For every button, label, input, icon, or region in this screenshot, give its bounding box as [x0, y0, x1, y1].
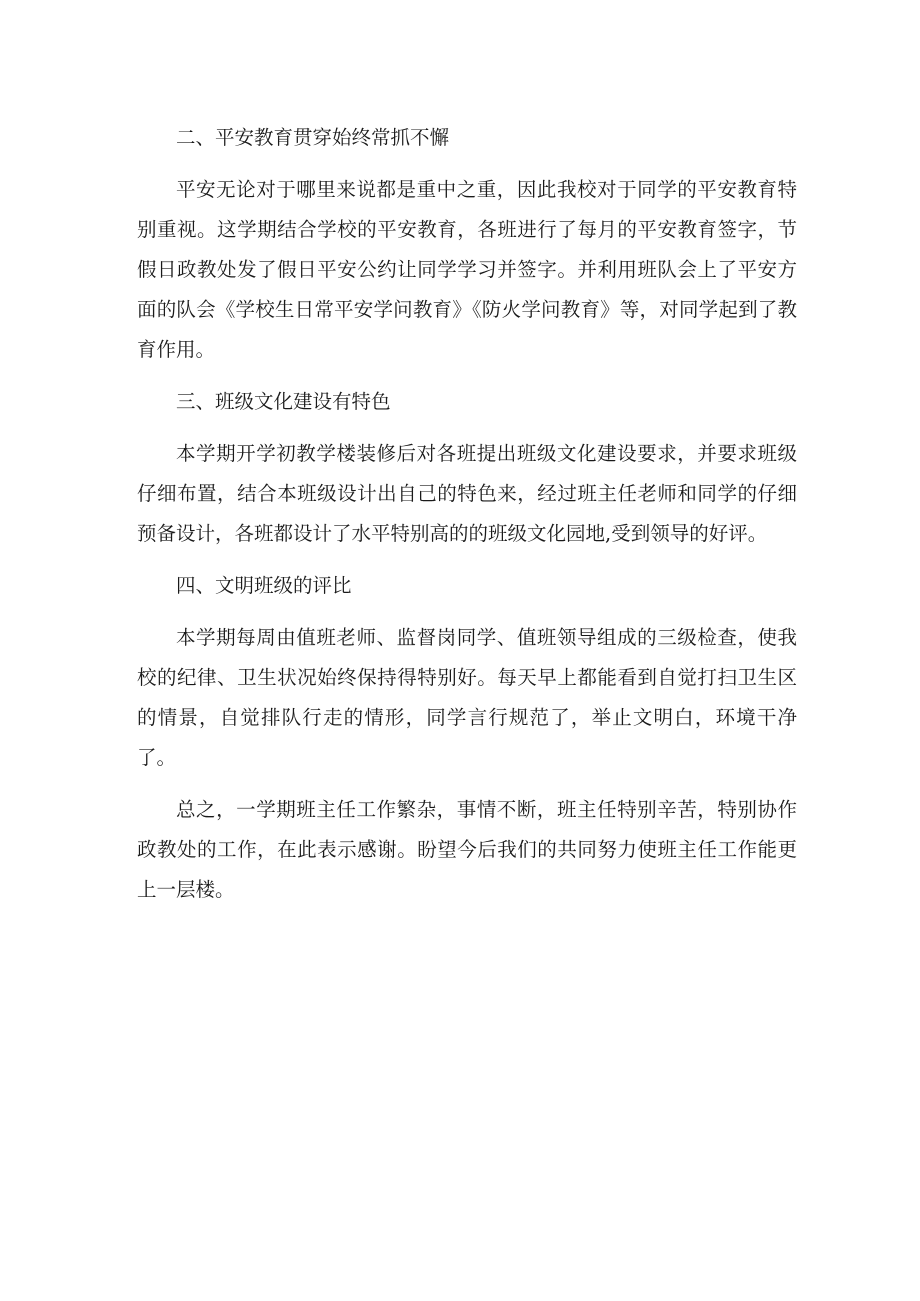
- section-heading-safety: 二、平安教育贯穿始终常抓不懈: [176, 126, 450, 149]
- paragraph-safety: 平安无论对于哪里来说都是重中之重，因此我校对于同学的平安教育特别重视。这学期结合学校的平安教育，各班进行了每月的平安教育签字，节假日政教处发了假日平安公约让同学学习并签字。并利用班队会上了平安方面的队会《学校生日常平安学问教育》《防火学问教育》等，对同学起到了教育作用。: [137, 178, 797, 361]
- document-body: [137, 118, 797, 922]
- section-heading-class-culture: 三、班级文化建设有特色: [176, 390, 391, 413]
- section-heading-civilized-class: 四、文明班级的评比: [176, 574, 352, 597]
- paragraph-civilized-class: 本学期每周由值班老师、监督岗同学、值班领导组成的三级检查，使我校的纪律、卫生状况始终保持得特别好。每天早上都能看到自觉打扫卫生区的情景，自觉排队行走的情形，同学言行规范了，举止文明白，环境干净了。: [137, 626, 797, 769]
- paragraph-class-culture: 本学期开学初教学楼装修后对各班提出班级文化建设要求，并要求班级仔细布置，结合本班级设计出自己的特色来，经过班主任老师和同学的仔细预备设计，各班都设计了水平特别高的的班级文化园地,受到领导的好评。: [137, 442, 797, 545]
- paragraph-conclusion: 总之，一学期班主任工作繁杂，事情不断，班主任特别辛苦，特别协作政教处的工作，在此表示感谢。盼望今后我们的共同努力使班主任工作能更上一层楼。: [137, 798, 797, 901]
